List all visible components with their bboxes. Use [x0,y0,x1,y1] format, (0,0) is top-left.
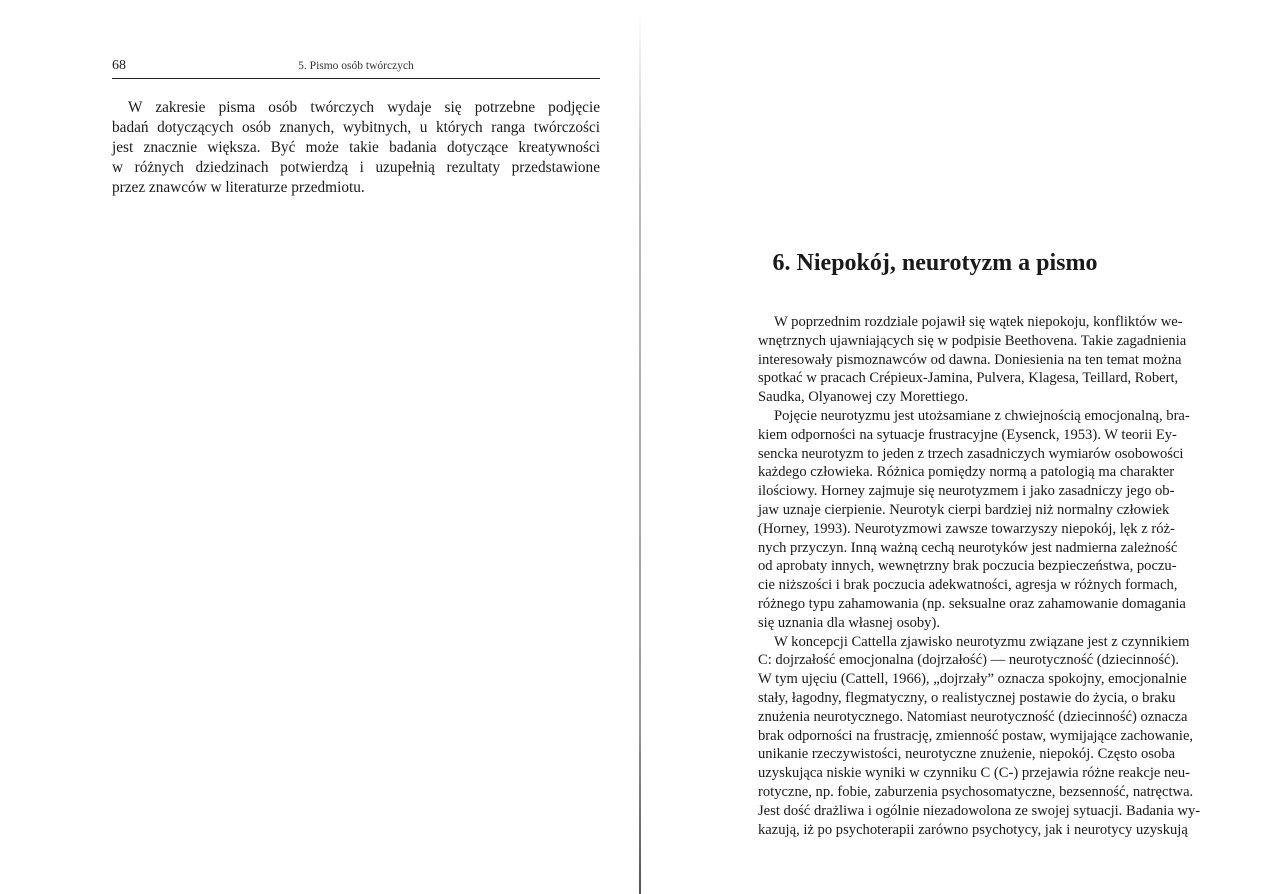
text-line: sencka neurotyzm to jeden z trzech zasadniczych wymiarów osobowości [758,445,1184,462]
text-line: interesowały pismoznawców od dawna. Doniesienia na ten temat można [758,351,1182,368]
text-line: znużenia neurotycznego. Natomiast neurotyczność (dziecinność) oznacza [758,708,1188,725]
header-rule [112,78,600,79]
text-line: W tym ujęciu (Cattell, 1966), „dojrzały” oznacza spokojny, emocjonalnie [758,671,1187,688]
text-line: przez znawców w literaturze przedmiotu. [112,179,365,196]
text-line: jaw uznaje cierpienie. Neurotyk cierpi bardziej niż normalny człowiek [758,501,1170,518]
text-line: kiem odporności na sytuacje frustracyjne (Eysenck, 1953). W teorii Ey- [758,426,1177,443]
book-fold [639,10,641,894]
text-line: badań dotyczących osób znanych, wybitnych, u których ranga twórczości [112,119,600,136]
text-line: nych przyczyn. Inną ważną cechą neurotyków jest nadmierna zależność [758,539,1178,556]
right-page-body [758,313,1201,839]
text-line: od aprobaty innych, wewnętrzny brak poczucia bezpieczeństwa, poczu- [758,558,1177,575]
text-line: brak odporności na frustrację, zmienność postaw, wymijające zachowanie, [758,727,1194,744]
text-line: wnętrznych ujawniających się w podpisie Beethovena. Takie zagadnienia [758,332,1187,349]
left-page-body [112,98,600,198]
text-line: Pojęcie neurotyzmu jest utożsamiane z chwiejnością emocjonalną, bra- [774,407,1190,424]
text-line: (Horney, 1993). Neurotyzmowi zawsze towarzyszy niepokój, lęk z róż- [758,520,1175,537]
text-line: ilościowy. Horney zajmuje się neurotyzmem i jako zasadniczy jego ob- [758,483,1175,500]
text-line: Jest dość drażliwa i ogólnie niezadowolona ze swojej sytuacji. Badania wy- [758,802,1201,819]
text-line: spotkać w pracach Crépieux-Jamina, Pulvera, Klagesa, Teillard, Robert, [758,370,1179,387]
text-line: unikanie rzeczywistości, neurotyczne znużenie, niepokój. Często osoba [758,746,1175,763]
text-line: w różnych dziedzinach potwierdzą i uzupełnią rezultaty przedstawione [112,159,600,176]
text-line: różnego typu zahamowania (np. seksualne oraz zahamowanie domagania [758,595,1186,612]
chapter-title: 6. Niepokój, neurotyzm a pismo [772,250,1098,276]
text-line: jest znacznie większa. Być może takie badania dotyczące kreatywności [112,139,600,156]
text-line: stały, łagodny, flegmatyczny, o realistycznej postawie do życia, o braku [758,689,1176,706]
running-head: 5. Pismo osób twórczych [298,60,414,72]
text-line: cie niższości i brak poczucia adekwatności, agresja w różnych formach, [758,577,1178,594]
text-line: kazują, iż po psychoterapii zarówno psychotycy, jak i neurotycy uzyskują [758,821,1188,838]
text-line: C: dojrzałość emocjonalna (dojrzałość) — neurotyczność (dziecinność). [758,652,1180,669]
text-line: W zakresie pisma osób twórczych wydaje się potrzebne podjęcie [128,99,600,116]
text-line: Saudka, Olyanowej czy Morettiego. [758,389,969,406]
text-line: każdego człowieka. Różnica pomiędzy normą a patologią ma charakter [758,464,1175,481]
text-line: rotyczne, np. fobie, zaburzenia psychosomatyczne, bezsenność, natręctwa. [758,783,1194,800]
text-line: uzyskująca niskie wyniki w czynniku C (C-) przejawia różne reakcje neu- [758,765,1190,782]
text-line: się uznania dla własnej osoby). [758,614,940,631]
text-line: W koncepcji Cattella zjawisko neurotyzmu związane jest z czynnikiem [774,633,1190,650]
page-number: 68 [112,58,126,73]
text-line: W poprzednim rozdziale pojawił się wątek niepokoju, konfliktów we- [774,314,1183,330]
